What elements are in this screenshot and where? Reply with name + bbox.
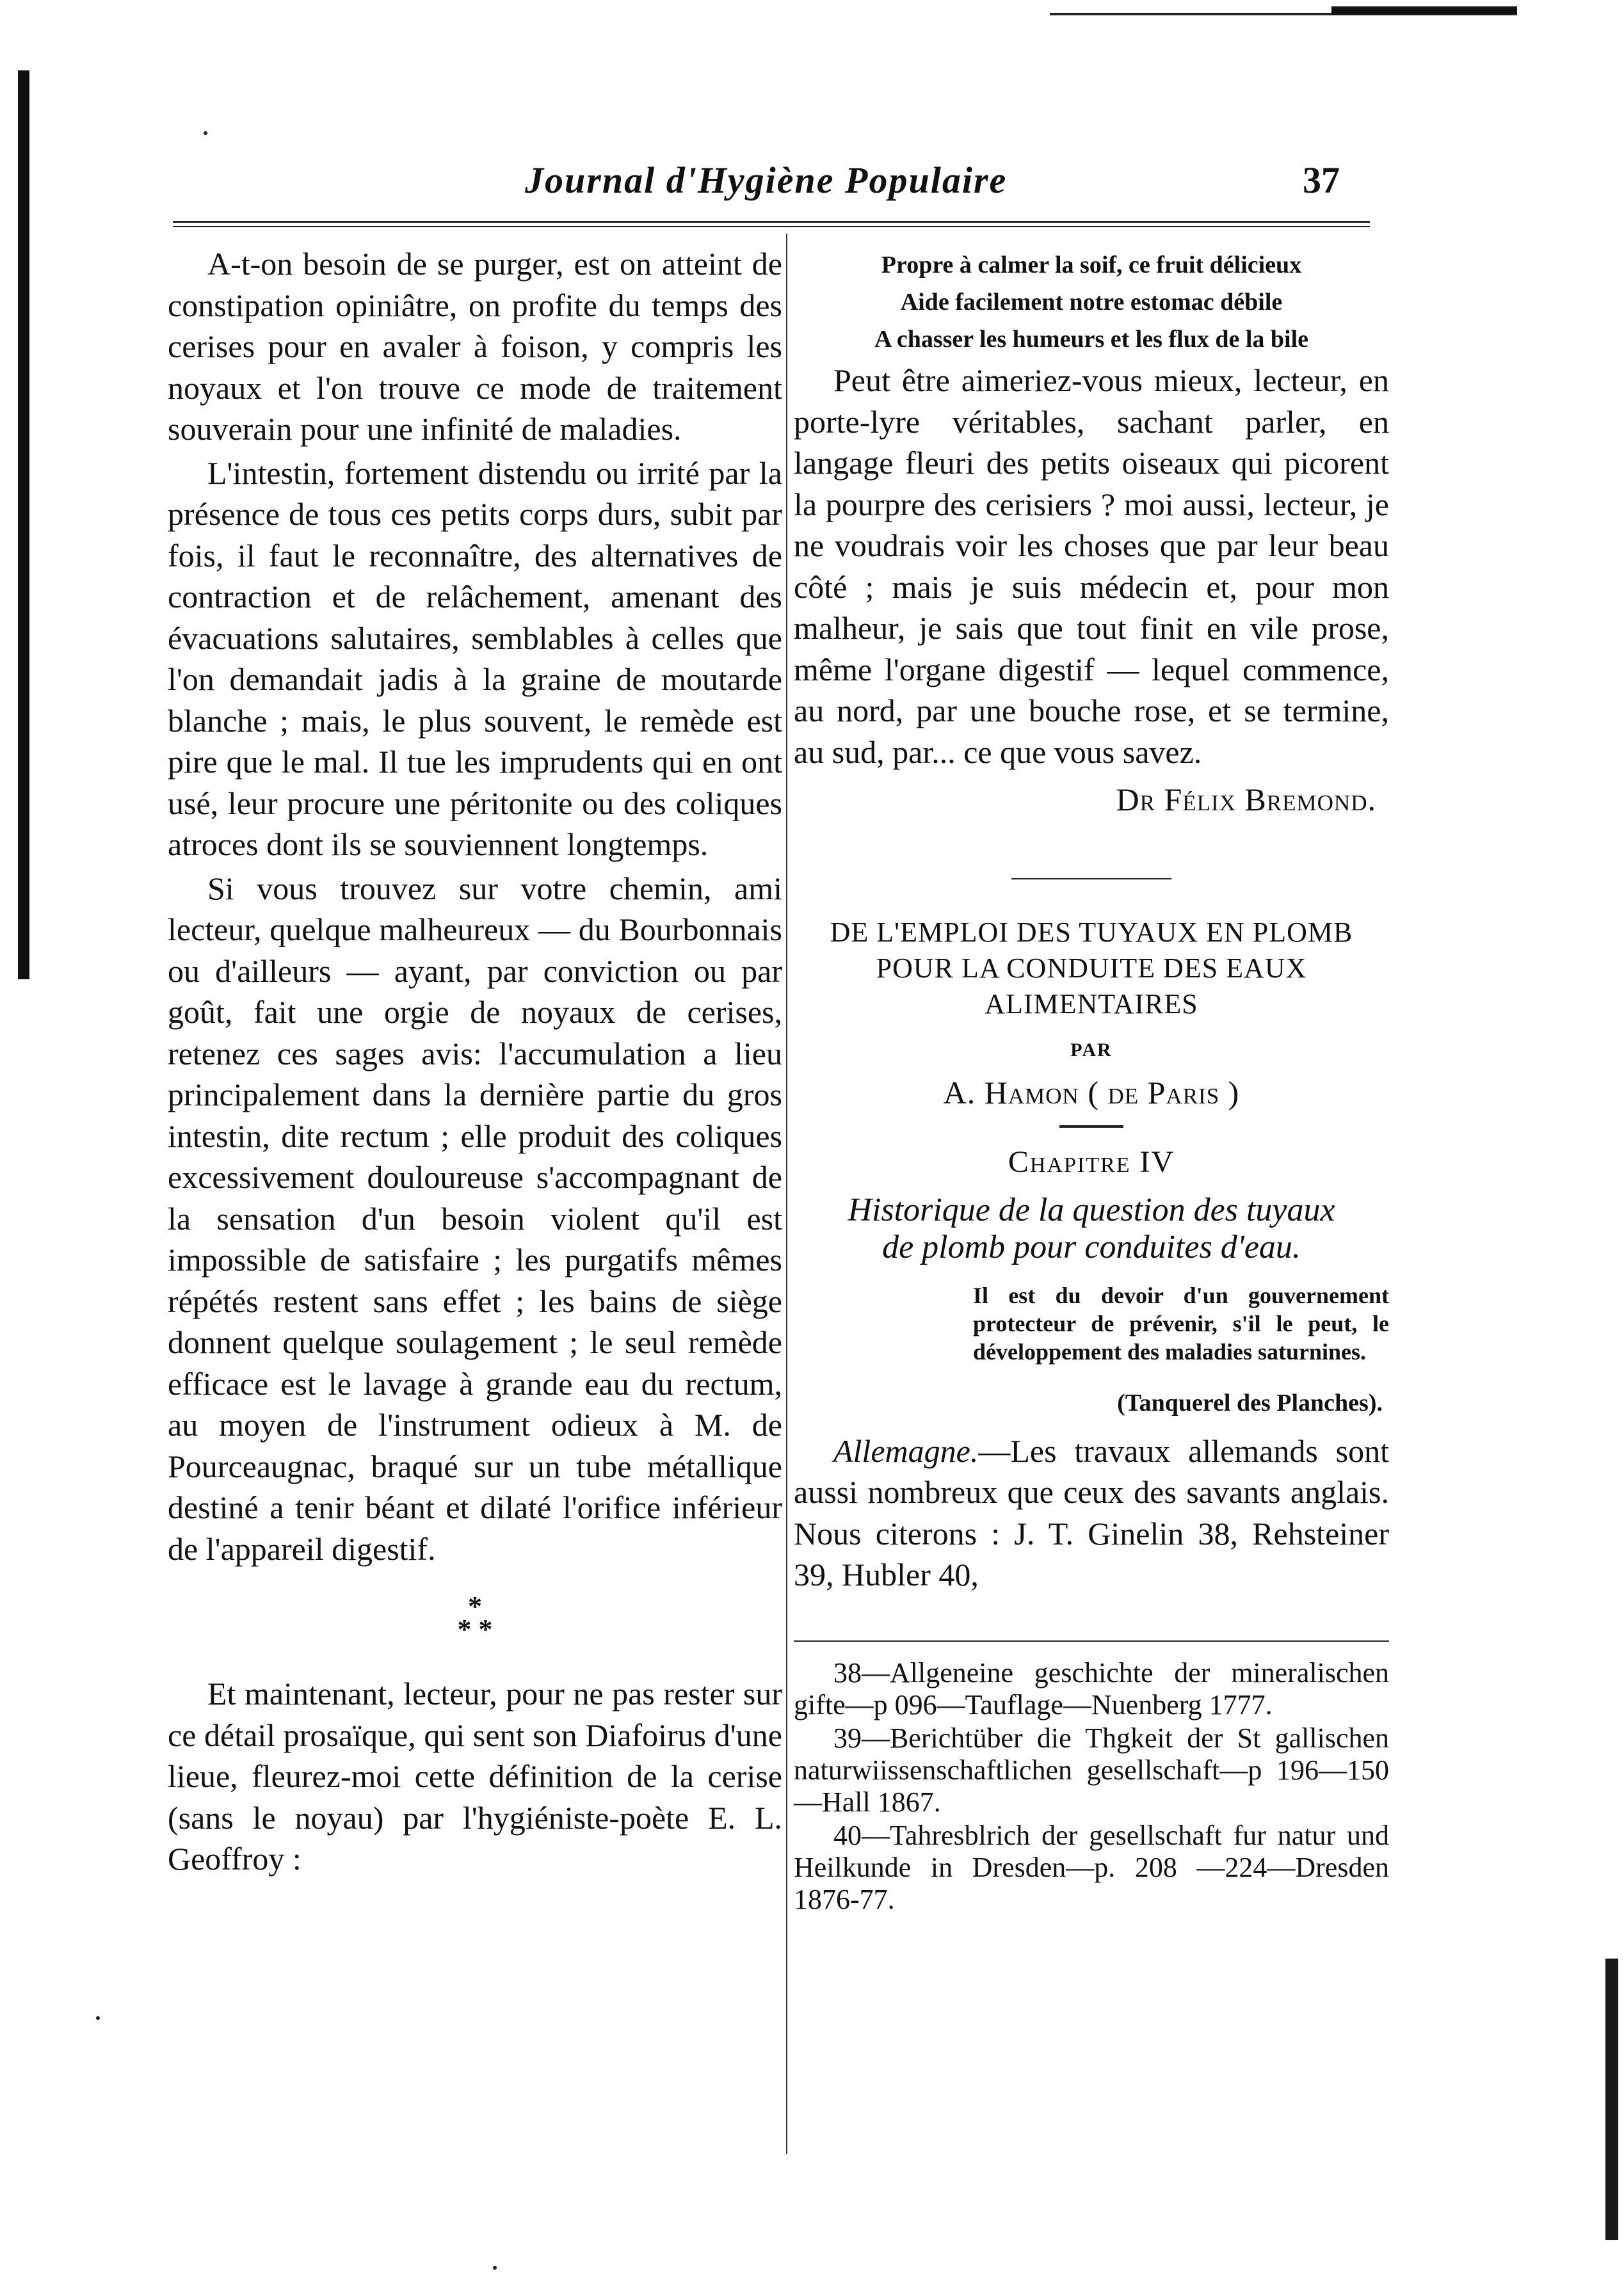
poem-line: Propre à calmer la soif, ce fruit délicieux: [881, 252, 1302, 278]
scan-artifact-right-edge: [1605, 1959, 1618, 2240]
footnote: 39—Berichtüber die Thgkeit der St gallischen naturwiissenschaftlichen gesellschaft—p 196—150 —Hall 1867.: [794, 1722, 1389, 1818]
scan-artifact-dot: [204, 131, 207, 135]
poem: [794, 248, 1389, 356]
right-column: [794, 243, 1389, 1917]
poem-line: Aide facilement notre estomac débile: [900, 289, 1283, 316]
scan-artifact-left-edge: [18, 70, 29, 979]
article-title-line: ALIMENTAIRES: [985, 988, 1198, 1020]
paragraph: A-t-on besoin de se purger, est on atteint de constipation opiniâtre, on profite du temps des cerises pour en avaler à foison, y compris les noyaux et l'on trouve ce mode de traitement souverain pour une infinité de maladies.: [168, 246, 782, 447]
header-rule: [173, 221, 1370, 227]
author-signature: Dr Félix Bremond.: [1116, 782, 1376, 817]
article-title-line: POUR LA CONDUITE DES EAUX: [876, 952, 1307, 984]
paragraph: L'intestin, fortement distendu ou irrité par la présence de tous ces petits corps durs, subit par fois, il faut le reconnaître, des alternatives de contraction et de relâchement, amenant des évacuations salutaires, semblables à celles que l'on demandait jadis à la graine de moutarde blanche ; mais, le plus souvent, le remède est pire que le mal. Il tue les imprudents qui en ont usé, leur procure une péritonite ou des coliques atroces dont ils se souviennent longtemps.: [168, 454, 782, 862]
chapter-subtitle: [794, 1192, 1389, 1266]
article-body: [794, 1431, 1389, 1596]
title-rule: [1059, 1125, 1123, 1128]
column-divider: [786, 234, 787, 2154]
scan-artifact-dot: [493, 2266, 497, 2270]
section-rule: [1011, 878, 1171, 879]
running-title: Journal d'Hygiène Populaire: [525, 159, 1008, 201]
epigraph: Il est du devoir d'un gouvernement protecteur de prévenir, s'il le peut, le développement des maladies saturnines.: [973, 1283, 1389, 1365]
asterism-top: *: [468, 1591, 482, 1622]
paragraph: Et maintenant, lecteur, pour ne pas rester sur ce détail prosaïque, qui sent son Diafoirus d'une lieue, fleurez-moi cette définition de la cerise (sans le noyau) par l'hygiéniste-poète E. L. Geoffroy :: [168, 1676, 782, 1877]
asterism-bottom: * *: [457, 1614, 493, 1645]
scan-artifact-dot: [96, 2016, 100, 2020]
paragraph: Peut être aimeriez-vous mieux, lecteur, en porte-lyre véritables, sachant parler, en langage fleuri des petits oiseaux qui picorent la pourpre des cerisiers ? moi aussi, lecteur, je ne voudrais voir les choses que par leur beau côté ; mais je suis médecin et, pour mon malheur, je sais que tout finit en vile prose, même l'organe digestif — lequel commence, au nord, par une bouche rose, et se termine, au sud, par... ce que vous savez.: [794, 362, 1389, 770]
article-title-line: DE L'EMPLOI DES TUYAUX EN PLOMB: [830, 916, 1353, 948]
footnote: 38—Allgeneine geschichte der mineralischen gifte—p 096—Tauflage—Nuenberg 1777.: [794, 1656, 1389, 1720]
footnote-rule: [794, 1640, 1389, 1642]
footnote: 40—Tahresblrich der gesellschaft fur natur und Heilkunde in Dresden—p. 208 —224—Dresden 1876-77.: [794, 1819, 1389, 1915]
paragraph: Si vous trouvez sur votre chemin, ami lecteur, quelque malheureux — du Bourbonnais ou d'ailleurs — ayant, par conviction ou par goût, fait une orgie de noyaux de cerises, retenez ces sages avis: l'accumulation a lieu principalement dans la dernière partie du gros intestin, dite rectum ; elle produit des coliques excessivement douloureuse s'accompagnant de la sensation d'un besoin violent qu'il est impossible de satisfaire ; les purgatifs mêmes répétés restent sans effet ; les bains de siège donnent quelque soulagement ; le seul remède efficace est le lavage à grande eau du rectum, au moyen de l'instrument odieux à M. de Pourceaugnac, braqué sur un tube métallique destiné a tenir béant et dilaté l'orifice inférieur de l'appareil digestif.: [168, 870, 782, 1567]
poem-line: A chasser les humeurs et les flux de la bile: [874, 326, 1308, 353]
asterism: [168, 1591, 782, 1645]
article-author: A. Hamon ( de Paris ): [943, 1075, 1240, 1110]
page-number: 37: [1303, 159, 1340, 201]
chapter-heading: Chapitre IV: [1008, 1144, 1175, 1179]
article-body-lead: Allemagne.: [833, 1432, 979, 1469]
epigraph-source: (Tanquerel des Planches).: [1117, 1390, 1383, 1416]
chapter-subtitle-line: Historique de la question des tuyaux: [848, 1192, 1335, 1228]
article-body-text: —Les travaux allemands sont aussi nombreux que ceux des savants anglais. Nous citerons : J. T. Ginelin 38, Rehsteiner 39, Hubler 40,: [794, 1432, 1389, 1592]
chapter-subtitle-line: de plomb pour conduites d'eau.: [882, 1229, 1301, 1265]
by-label: PAR: [1070, 1039, 1113, 1061]
scan-artifact-top-bar: [1331, 6, 1517, 14]
article-title: [794, 915, 1389, 1022]
left-column: [168, 243, 782, 1882]
